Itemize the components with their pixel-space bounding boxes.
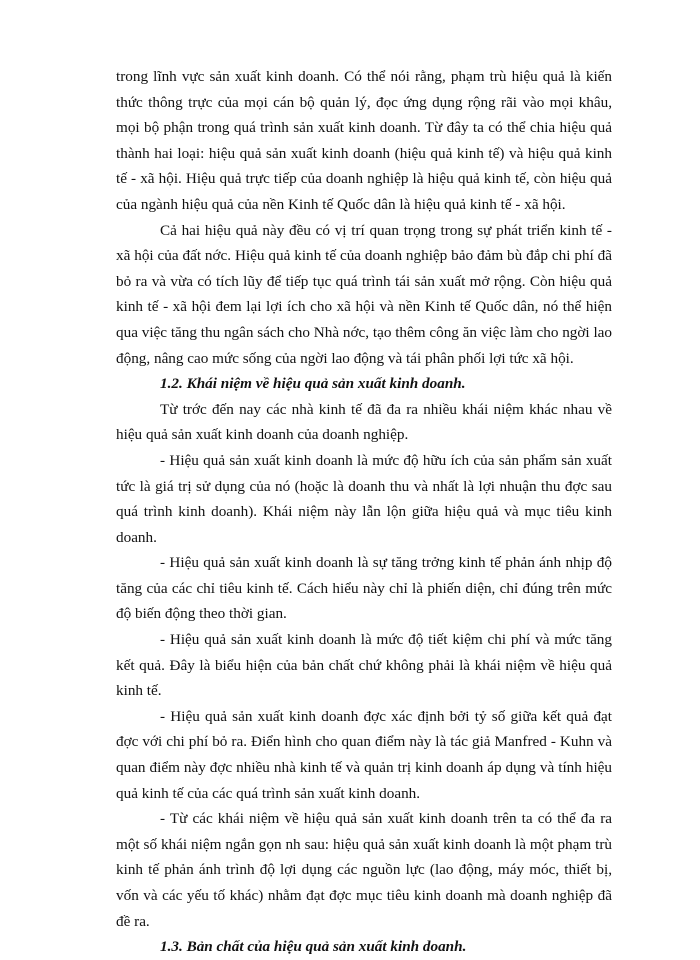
section-heading-1-3: 1.3. Bản chất của hiệu quả sản xuất kinh doanh. <box>160 938 467 956</box>
paragraph-3: Từ trớc đến nay các nhà kinh tế đã đa ra nhiều khái niệm khác nhau về hiệu quả sản xuất kinh doanh của doanh nghiệp. <box>116 400 612 444</box>
section-heading-1-2: 1.2. Khái niệm về hiệu quả sản xuất kinh doanh. <box>160 375 466 393</box>
paragraph-4: - Hiệu quả sản xuất kinh doanh là mức độ hữu ích của sản phẩm sản xuất tức là giá trị sử dụng của nó (hoặc là doanh thu và nhất là lợi nhuận thu đợc sau quá trình kinh doanh). Khái niệm này lẫn lộn giữa hiệu quả và mục tiêu kinh doanh. <box>116 451 612 546</box>
paragraph-1: trong lĩnh vực sản xuất kinh doanh. Có thể nói rằng, phạm trù hiệu quả là kiến thức thông trực của mọi cán bộ quản lý, đọc ứng dụng rộng rãi vào mọi khâu, mọi bộ phận trong quá trình sản xuất kinh doanh. Từ đây ta có thể chia hiệu quả thành hai loại: hiệu quả sản xuất kinh doanh (hiệu quả kinh tế) và hiệu quả kinh tế - xã hội. Hiệu quả trực tiếp của doanh nghiệp là hiệu quả kinh tế, còn hiệu quả của ngành hiệu quả của nền Kinh tế Quốc dân là hiệu quả kinh tế - xã hội. <box>116 68 612 213</box>
paragraph-8: - Từ các khái niệm về hiệu quả sản xuất kinh doanh trên ta có thể đa ra một số khái niệm ngắn gọn nh sau: hiệu quả sản xuất kinh doanh là một phạm trù kinh tế phản ánh trình độ lợi dụng các nguồn lực (lao động, máy móc, thiết bị, vốn và các yếu tố khác) nhằm đạt đợc mục tiêu kinh doanh mà doanh nghiệp đã đề ra. <box>116 810 612 930</box>
paragraph-7: - Hiệu quả sản xuất kinh doanh đợc xác định bởi tỷ số giữa kết quả đạt đợc với chi phí bỏ ra. Điển hình cho quan điểm này là tác giả Manfred - Kuhn và quan điểm này đợc nhiều nhà kinh tế và quản trị kinh doanh áp dụng và tính hiệu quả kinh tế của các quá trình sản xuất kinh doanh. <box>116 707 612 802</box>
paragraph-6: - Hiệu quả sản xuất kinh doanh là mức độ tiết kiệm chi phí và mức tăng kết quả. Đây là biểu hiện của bản chất chứ không phải là khái niệm về hiệu quả kinh tế. <box>116 631 612 700</box>
paragraph-2: Cả hai hiệu quả này đều có vị trí quan trọng trong sự phát triển kinh tế - xã hội của đất nớc. Hiệu quả kinh tế của doanh nghiệp bảo đảm bù đắp chi phí đã bỏ ra và vừa có tích lũy để tiếp tục quá trình tái sản xuất mở rộng. Còn hiệu quả kinh tế - xã hội đem lại lợi ích cho xã hội và nền Kinh tế Quốc dân, nó thể hiện qua việc tăng thu ngân sách cho Nhà nớc, tạo thêm công ăn việc làm cho ngời lao động, nâng cao mức sống của ngời lao động và tái phân phối lợi tức xã hội. <box>116 221 612 367</box>
paragraph-5: - Hiệu quả sản xuất kinh doanh là sự tăng trởng kinh tế phản ánh nhịp độ tăng của các chỉ tiêu kinh tế. Cách hiểu này chỉ là phiến diện, chỉ đúng trên mức độ biến động theo thời gian. <box>116 554 612 623</box>
